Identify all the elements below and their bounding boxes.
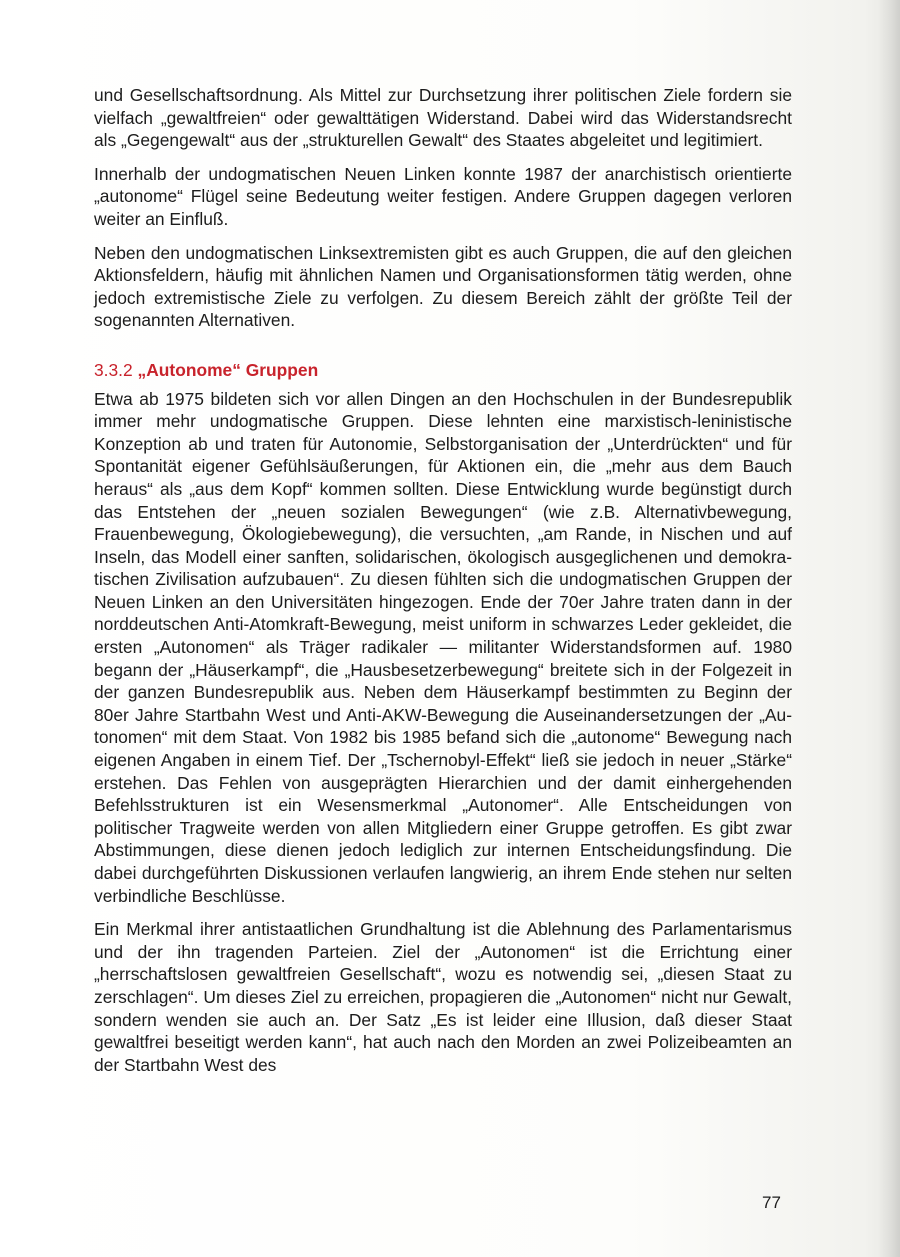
paragraph: und Gesellschaftsordnung. Als Mittel zur Durchsetzung ihrer politischen Ziele fordern sie vielfach „gewaltfreien“ oder gewalttätigen Widerstand. Dabei wird das Widerstandsrecht als „Gegengewalt“ aus der „strukturellen Gewalt“ des Staates abgeleitet und legitimiert. bbox=[94, 85, 792, 151]
body-text bbox=[94, 84, 792, 1087]
section-number: 3.3.2 bbox=[94, 359, 133, 380]
paragraph: Innerhalb der undogmatischen Neuen Linken konnte 1987 der anarchistisch orientierte „autonome“ Flügel seine Bedeutung weiter festigen. Andere Gruppen dagegen verloren weiter an Einfluß. bbox=[94, 163, 792, 229]
section-title: „Autonome“ Gruppen bbox=[137, 359, 319, 380]
paragraph: Neben den undogmatischen Linksextremisten gibt es auch Gruppen, die auf den gleichen Aktionsfeldern, häufig mit ähnlichen Namen und Organisationsformen tätig werden, ohne jedoch extremistische Ziele zu verfolgen. Zu diesem Bereich zählt der größte Teil der sogenannten Alternativen. bbox=[94, 242, 792, 331]
page-number: 77 bbox=[762, 1193, 781, 1212]
page-edge-shadow bbox=[878, 0, 900, 1257]
paragraph: Etwa ab 1975 bildeten sich vor allen Dingen an den Hochschulen in der Bundesrepublik immer mehr undogmatische Gruppen. Diese lehnten eine marxistisch-leninistische Konzeption ab und traten für Autonomie, Selbstorganisation der „Unterdrückten“ und für Spontanität eigener Gefühlsäußerungen, für Aktionen ein, die „mehr aus dem Bauch heraus“ als „aus dem Kopf“ kommen sollten. Diese Entwicklung wurde begünstigt durch das Entstehen der „neuen sozialen Bewegungen“ (wie z.B. Alternativbewegung, Frauenbewegung, Ökologiebewegung), die versuchten, „am Rande, in Nischen und auf Inseln, das Modell einer sanften, solidarischen, ökologisch ausgeglichenen und demokratischen Zivilisation aufzubauen“. Zu diesen fühlten sich die undogmatischen Gruppen der Neuen Linken an den Universitäten hingezogen. Ende der 70er Jahre traten dann in der norddeutschen Anti-Atomkraft-Bewegung, meist uniform in schwarzes Leder gekleidet, die ersten „Autonomen“ als Träger radikaler — militanter Widerstandsformen auf. 1980 begann der „Häuserkampf“, die „Hausbesetzerbewegung“ breitete sich in der Folgezeit in der ganzen Bundesrepublik aus. Neben dem Häuserkampf bestimmten zu Beginn der 80er Jahre Startbahn West und Anti-AKW-Bewegung die Auseinandersetzungen der „Autonomen“ mit dem Staat. Von 1982 bis 1985 befand sich die „autonome“ Bewegung nach eigenen Angaben in einem Tief. Der „Tschernobyl-Effekt“ ließ sie jedoch in neuer „Stärke“ erstehen. Das Fehlen von ausgeprägten Hierarchien und der damit einhergehenden Befehlsstrukturen ist ein Wesensmerkmal „Autonomer“. Alle Entscheidungen von politischer Tragweite werden von allen Mitgliedern einer Gruppe getroffen. Es gibt zwar Abstimmungen, diese dienen jedoch lediglich zur internen Entscheidungsfindung. Die dabei durchgeführten Diskussionen verlaufen langwierig, an ihrem Ende stehen nur selten verbindliche Beschlüsse. bbox=[94, 388, 792, 906]
section-heading bbox=[94, 359, 792, 382]
paragraph: Ein Merkmal ihrer antistaatlichen Grundhaltung ist die Ablehnung des Parlamentarismus und der ihn tragenden Parteien. Ziel der „Autonomen“ ist die Errichtung einer „herrschaftslosen gewaltfreien Gesellschaft“, wozu es notwendig sei, „diesen Staat zu zerschlagen“. Um dieses Ziel zu erreichen, propagieren die „Autonomen“ nicht nur Gewalt, sondern wenden sie auch an. Der Satz „Es ist leider eine Illusion, daß dieser Staat gewaltfrei beseitigt werden kann“, hat auch nach den Morden an zwei Polizeibeamten an der Startbahn West des bbox=[94, 919, 792, 1075]
